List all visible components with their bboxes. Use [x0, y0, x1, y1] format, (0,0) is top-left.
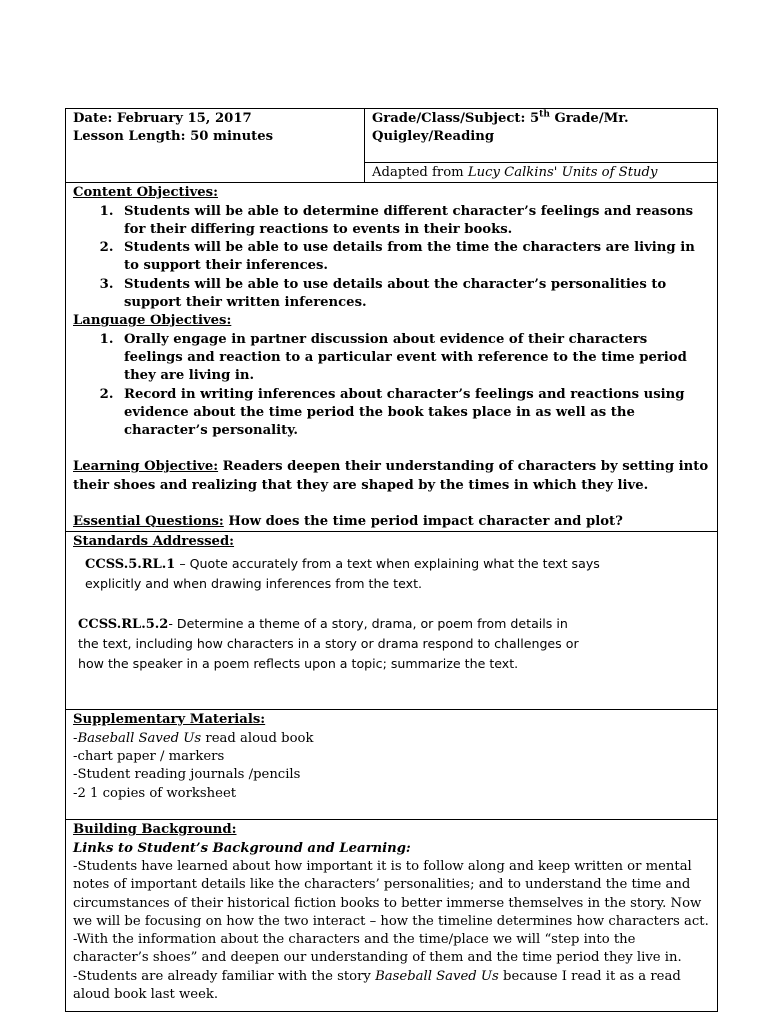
material-item: -chart paper / markers [73, 748, 225, 764]
learning-objective: Learning Objective: Readers deepen their understanding of characters by setting into their shoes and realizing that they are shaped by the times in which they live. [73, 459, 709, 493]
lesson-length: Lesson Length: 50 minutes [73, 129, 274, 145]
background-subheading: Links to Student’s Background and Learning: [73, 840, 411, 856]
list-item: 2. Students will be able to use details from the time the characters are living in to support their inferences. [118, 239, 710, 276]
background-paragraph: -With the information about the characters and the time/place we will “step into the character’s shoes” and deepen our understanding of them and the time period they live in. [73, 932, 682, 966]
essential-questions: Essential Questions: How does the time period impact character and plot? [73, 514, 623, 530]
background-heading: Building Background: [73, 822, 237, 838]
objectives-row [66, 183, 718, 532]
date-cell [66, 109, 365, 183]
list-item: 2. Record in writing inferences about character’s feelings and reactions using evidence about the time period the book takes place in as well as the character’s personality. [118, 386, 710, 441]
standards-cell [66, 532, 718, 710]
materials-cell [66, 710, 718, 820]
language-objectives-heading: Language Objectives: [73, 313, 232, 329]
standard-item: CCSS.5.RL.1 – Quote accurately from a text when explaining what the text says explicitly and when drawing inferences from the text. [85, 555, 600, 592]
material-item: -Baseball Saved Us read aloud book [73, 730, 314, 746]
background-paragraph: -Students are already familiar with the story Baseball Saved Us because I read it as a read aloud book last week. [73, 968, 681, 1003]
list-item: 3. Students will be able to use details about the character’s personalities to support their written inferences. [118, 276, 710, 313]
background-paragraph: -Students have learned about how important it is to follow along and keep written or mental notes of important details like the characters’ personalities; and to understand the time and circumstances of their historical fiction books to better immerse themselves in the story. Now we will be focusing on how the two interact – how the timeline determines how characters act. [73, 858, 709, 929]
objectives-cell [66, 183, 718, 532]
list-item: 1. Students will be able to determine different character’s feelings and reasons for their differing reactions to events in their books. [118, 203, 710, 240]
header-row [66, 109, 718, 183]
lesson-plan [65, 108, 717, 1012]
background-row [66, 820, 718, 1012]
content-objectives-list [73, 203, 710, 313]
background-cell [66, 820, 718, 1012]
standard-item: CCSS.RL.5.2- Determine a theme of a story, drama, or poem from details in the text, including how characters in a story or drama respond to challenges or how the speaker in a poem reflects upon a topic; summarize the text. [78, 615, 579, 671]
materials-heading: Supplementary Materials: [73, 712, 266, 728]
lesson-plan-table [65, 108, 718, 1012]
material-item: -Student reading journals /pencils [73, 767, 301, 783]
material-item: -2 1 copies of worksheet [73, 785, 237, 801]
standards-row [66, 532, 718, 710]
lesson-date: Date: February 15, 2017 [73, 111, 252, 126]
adapted-from: Adapted from Lucy Calkins' Units of Study [372, 165, 658, 180]
standards-heading: Standards Addressed: [73, 534, 235, 550]
standard-code: CCSS.5.RL.1 [85, 556, 176, 572]
adapted-source: Lucy Calkins' Units of Study [467, 165, 658, 180]
standard-code: CCSS.RL.5.2 [78, 616, 169, 632]
language-objectives-list [73, 331, 710, 441]
grade-class-subject: Grade/Class/Subject: 5th Grade/Mr. Quigley/Reading [365, 109, 717, 163]
list-item: 1. Orally engage in partner discussion about evidence of their characters feelings and reaction to a particular event with reference to the time period they are living in. [118, 331, 710, 386]
content-objectives-heading: Content Objectives: [73, 185, 218, 201]
materials-row [66, 710, 718, 820]
grade-cell [365, 109, 718, 183]
